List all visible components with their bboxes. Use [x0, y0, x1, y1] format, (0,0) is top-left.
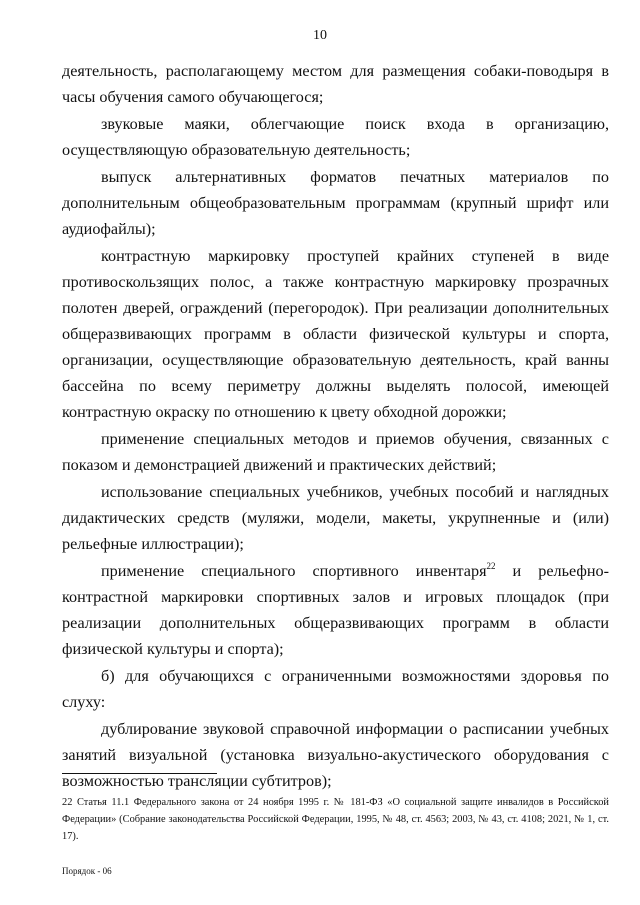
paragraph-7-text-b: и рельефно-контрастной маркировки спортивных залов и игровых площадок (при реализации дополнительных общеразвивающих программ в области физической культуры и спорта);: [62, 562, 610, 658]
paragraph-8: б) для обучающихся с ограниченными возможностями здоровья по слуху:: [62, 667, 609, 711]
body-text: [62, 58, 609, 794]
footer-label: Порядок - 06: [62, 866, 112, 876]
paragraph-7-text-a: применение специального спортивного инвентаря: [101, 562, 487, 580]
paragraph-4: контрастную маркировку проступей крайних ступеней в виде противоскользящих полос, а также контрастную маркировку прозрачных полотен дверей, ограждений (перегородок). При реализации дополнительных общеразвивающих программ в области физической культуры и спорта, организации, осуществляющие образовательную деятельность, край ванны бассейна по всему периметру должны выделять полосой, имеющей контрастную окраску по отношению к цвету обходной дорожки;: [62, 247, 609, 421]
paragraph-1: деятельность, располагающему местом для размещения собаки-поводыря в часы обучения самого обучающегося;: [62, 62, 609, 106]
paragraph-5: применение специальных методов и приемов обучения, связанных с показом и демонстрацией движений и практических действий;: [62, 430, 609, 474]
paragraph-2: звуковые маяки, облегчающие поиск входа в организацию, осуществляющую образовательную деятельность;: [62, 115, 609, 159]
footnote-reference: 22: [486, 561, 496, 571]
paragraph-6: использование специальных учебников, учебных пособий и наглядных дидактических средств (муляжи, модели, макеты, укрупненные и (или) рельефные иллюстрации);: [62, 483, 609, 553]
paragraph-7: [62, 558, 609, 662]
paragraph-3: выпуск альтернативных форматов печатных материалов по дополнительным общеобразовательным программам (крупный шрифт или аудиофайлы);: [62, 168, 609, 238]
page-number: 10: [313, 28, 327, 43]
paragraph-9: дублирование звуковой справочной информации о расписании учебных занятий визуальной (установка визуально-акустического оборудования с возможностью трансляции субтитров);: [62, 720, 609, 790]
footnote-divider: [62, 773, 217, 774]
footnote: 22 Статья 11.1 Федерального закона от 24 ноября 1995 г. № 181-ФЗ «О социальной защите инвалидов в Российской Федерации» (Собрание законодательства Российской Федерации, 1995, № 48, ст. 4563; 2003, № 43, ст. 4108; 2021, № 1, ст. 17).: [62, 797, 609, 842]
